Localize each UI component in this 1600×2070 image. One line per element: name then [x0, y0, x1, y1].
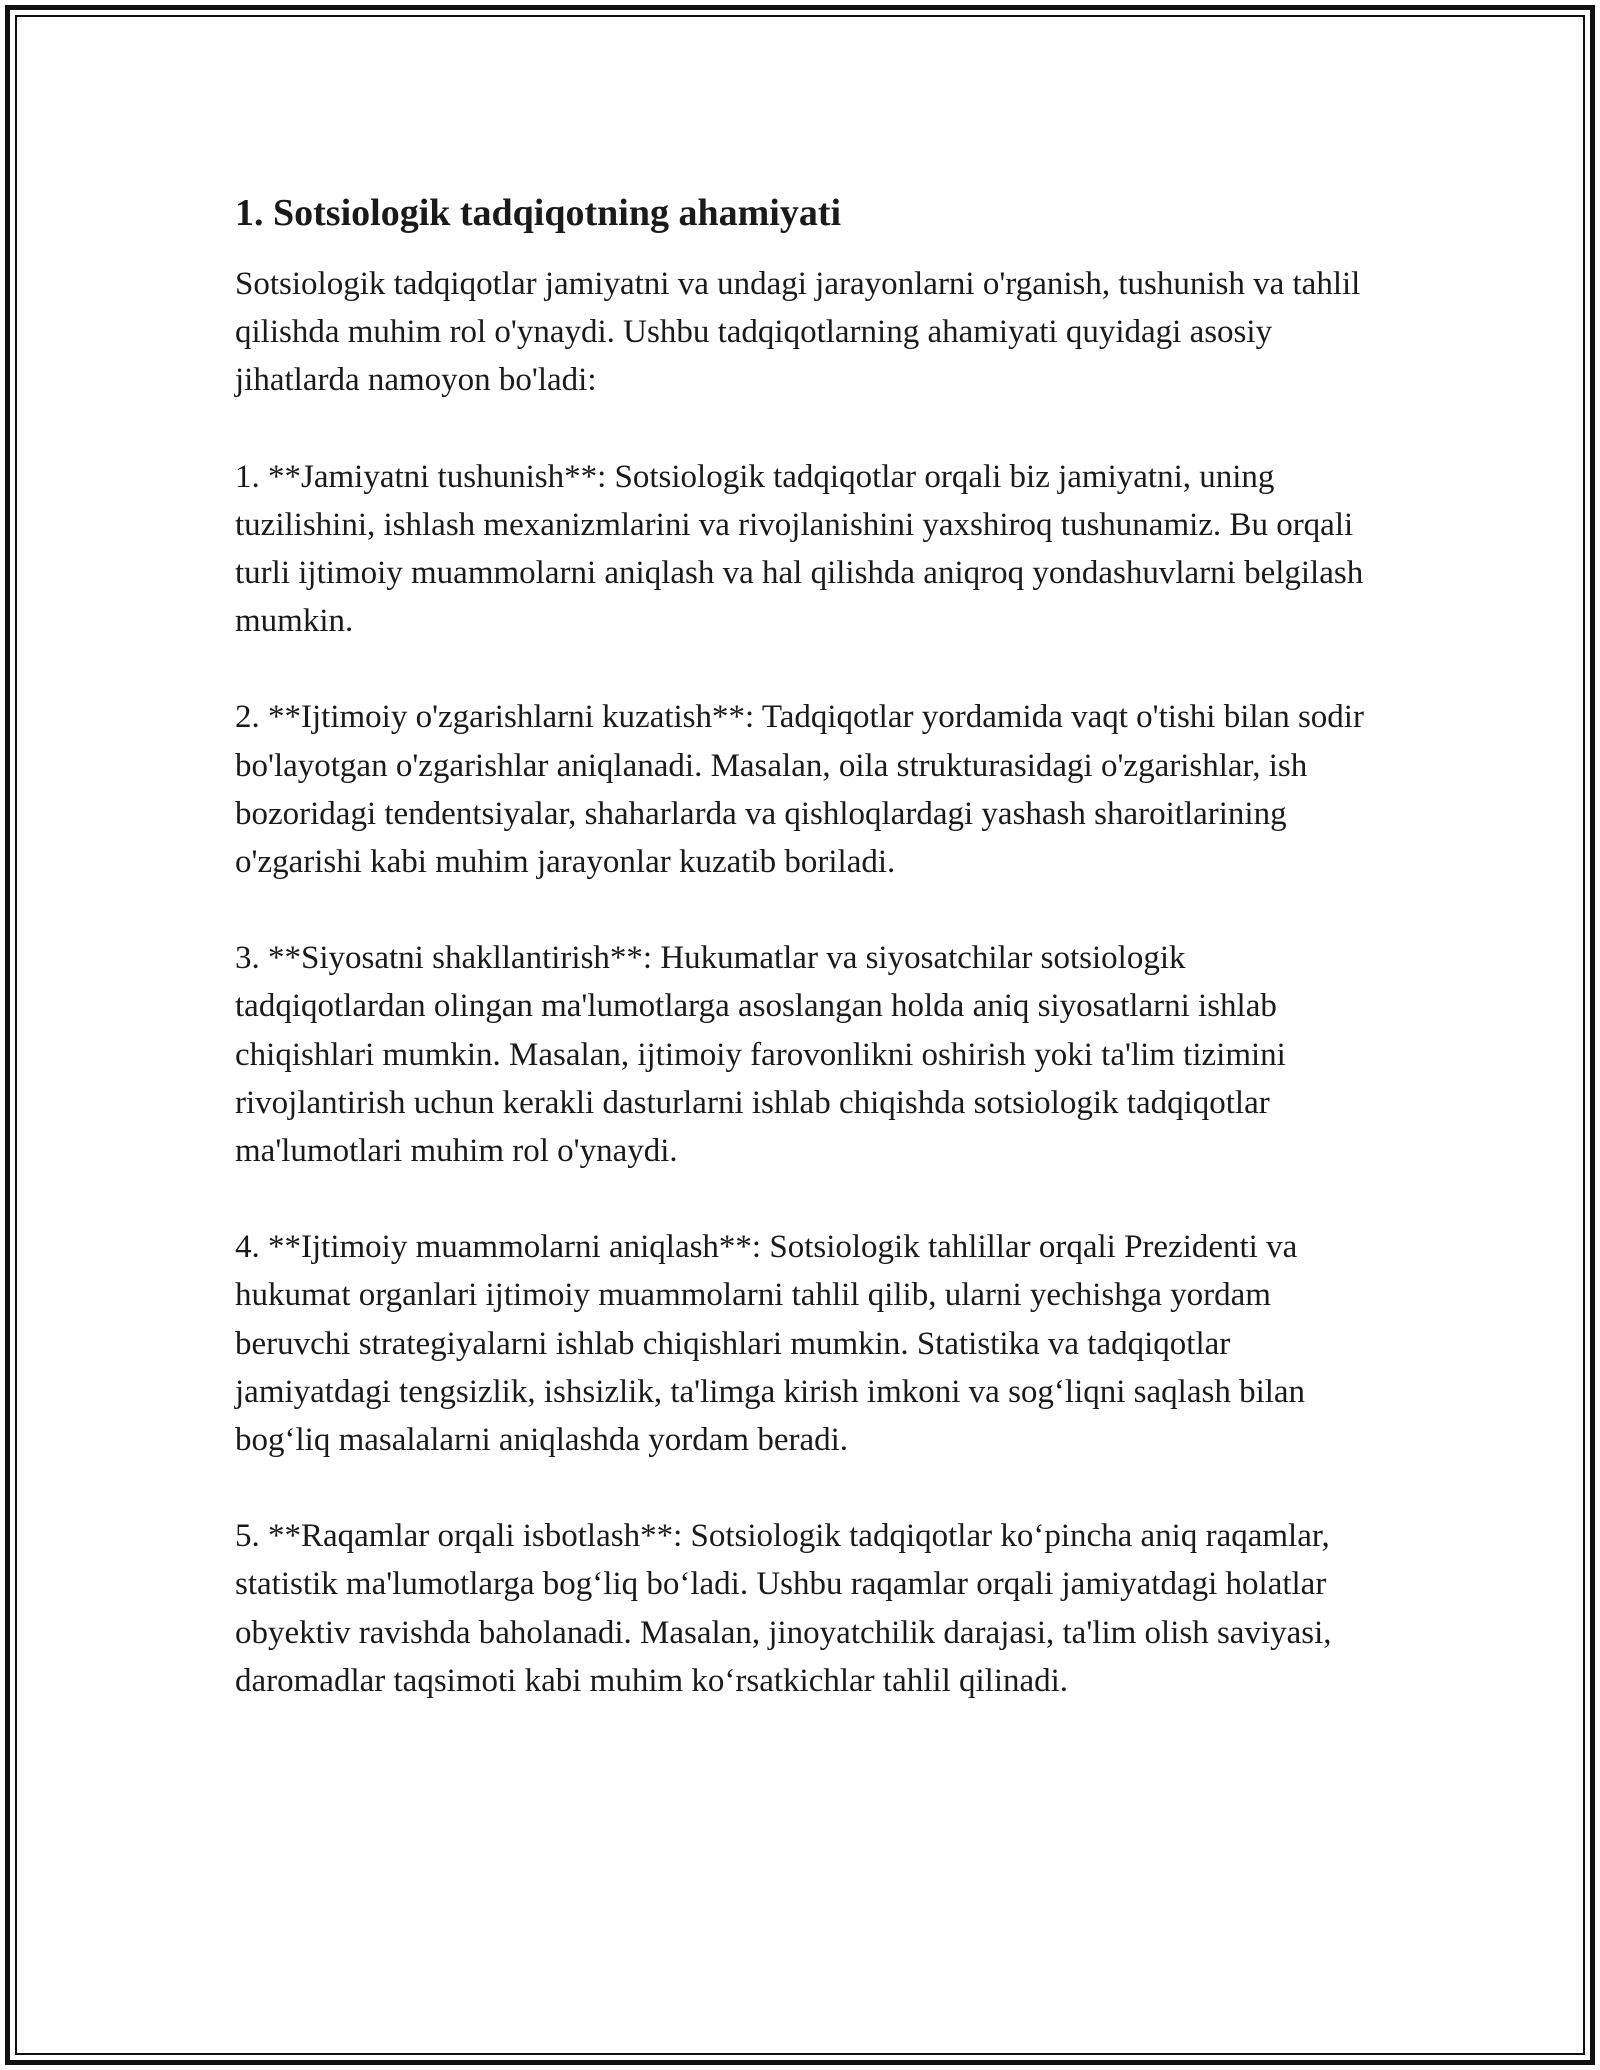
point-4-paragraph: 4. **Ijtimoiy muammolarni aniqlash**: Sotsiologik tahlillar orqali Prezidenti va hukumat organlari ijtimoiy muammolarni tahlil qilib, ularni yechishga yordam beruvchi strategiyalarni ishlab chiqishlari mumkin. Statistika va tadqiqotlar jamiyatdagi tengsizlik, ishsizlik, ta'limga kirish imkoni va sog‘liqni saqlash bilan bog‘liq masalalarni aniqlashda yordam beradi. — [235, 1229, 1306, 1459]
point-1-paragraph: 1. **Jamiyatni tushunish**: Sotsiologik tadqiqotlar orqali biz jamiyatni, uning tuzilishini, ishlash mexanizmlarini va rivojlanishini yaxshiroq tushunamiz. Bu orqali turli ijtimoiy muammolarni aniqlash va hal qilishda aniqroq yondashuvlarni belgilash mumkin. — [235, 458, 1364, 640]
document-title: 1. Sotsiologik tadqiqotning ahamiyati — [235, 192, 842, 234]
intro-paragraph: Sotsiologik tadqiqotlar jamiyatni va undagi jarayonlarni o'rganish, tushunish va tahlil qilishda muhim rol o'ynaydi. Ushbu tadqiqotlarning ahamiyati quyidagi asosiy jihatlarda namoyon bo'ladi: — [235, 266, 1361, 399]
point-5-paragraph: 5. **Raqamlar orqali isbotlash**: Sotsiologik tadqiqotlar ko‘pincha aniq raqamlar, statistik ma'lumotlarga bog‘liq bo‘ladi. Ushbu raqamlar orqali jamiyatdagi holatlar obyektiv ravishda baholanadi. Masalan, jinoyatchilik darajasi, ta'lim olish saviyasi, daromadlar taqsimoti kabi muhim ko‘rsatkichlar tahlil qilinadi. — [235, 1518, 1332, 1699]
point-2-paragraph: 2. **Ijtimoiy o'zgarishlarni kuzatish**: Tadqiqotlar yordamida vaqt o'tishi bilan sodir bo'layotgan o'zgarishlar aniqlanadi. Masalan, oila strukturasidagi o'zgarishlar, ish bozoridagi tendentsiyalar, shaharlarda va qishloqlardagi yashash sharoitlarining o'zgarishi kabi muhim jarayonlar kuzatib boriladi. — [235, 699, 1364, 881]
document-body — [235, 183, 1375, 1705]
point-3-paragraph: 3. **Siyosatni shakllantirish**: Hukumatlar va siyosatchilar sotsiologik tadqiqotlardan olingan ma'lumotlarga asoslangan holda aniq siyosatlarni ishlab chiqishlari mumkin. Masalan, ijtimoiy farovonlikni oshirish yoki ta'lim tizimini rivojlantirish uchun kerakli dasturlarni ishlab chiqishda sotsiologik tadqiqotlar ma'lumotlari muhim rol o'ynaydi. — [235, 940, 1286, 1170]
